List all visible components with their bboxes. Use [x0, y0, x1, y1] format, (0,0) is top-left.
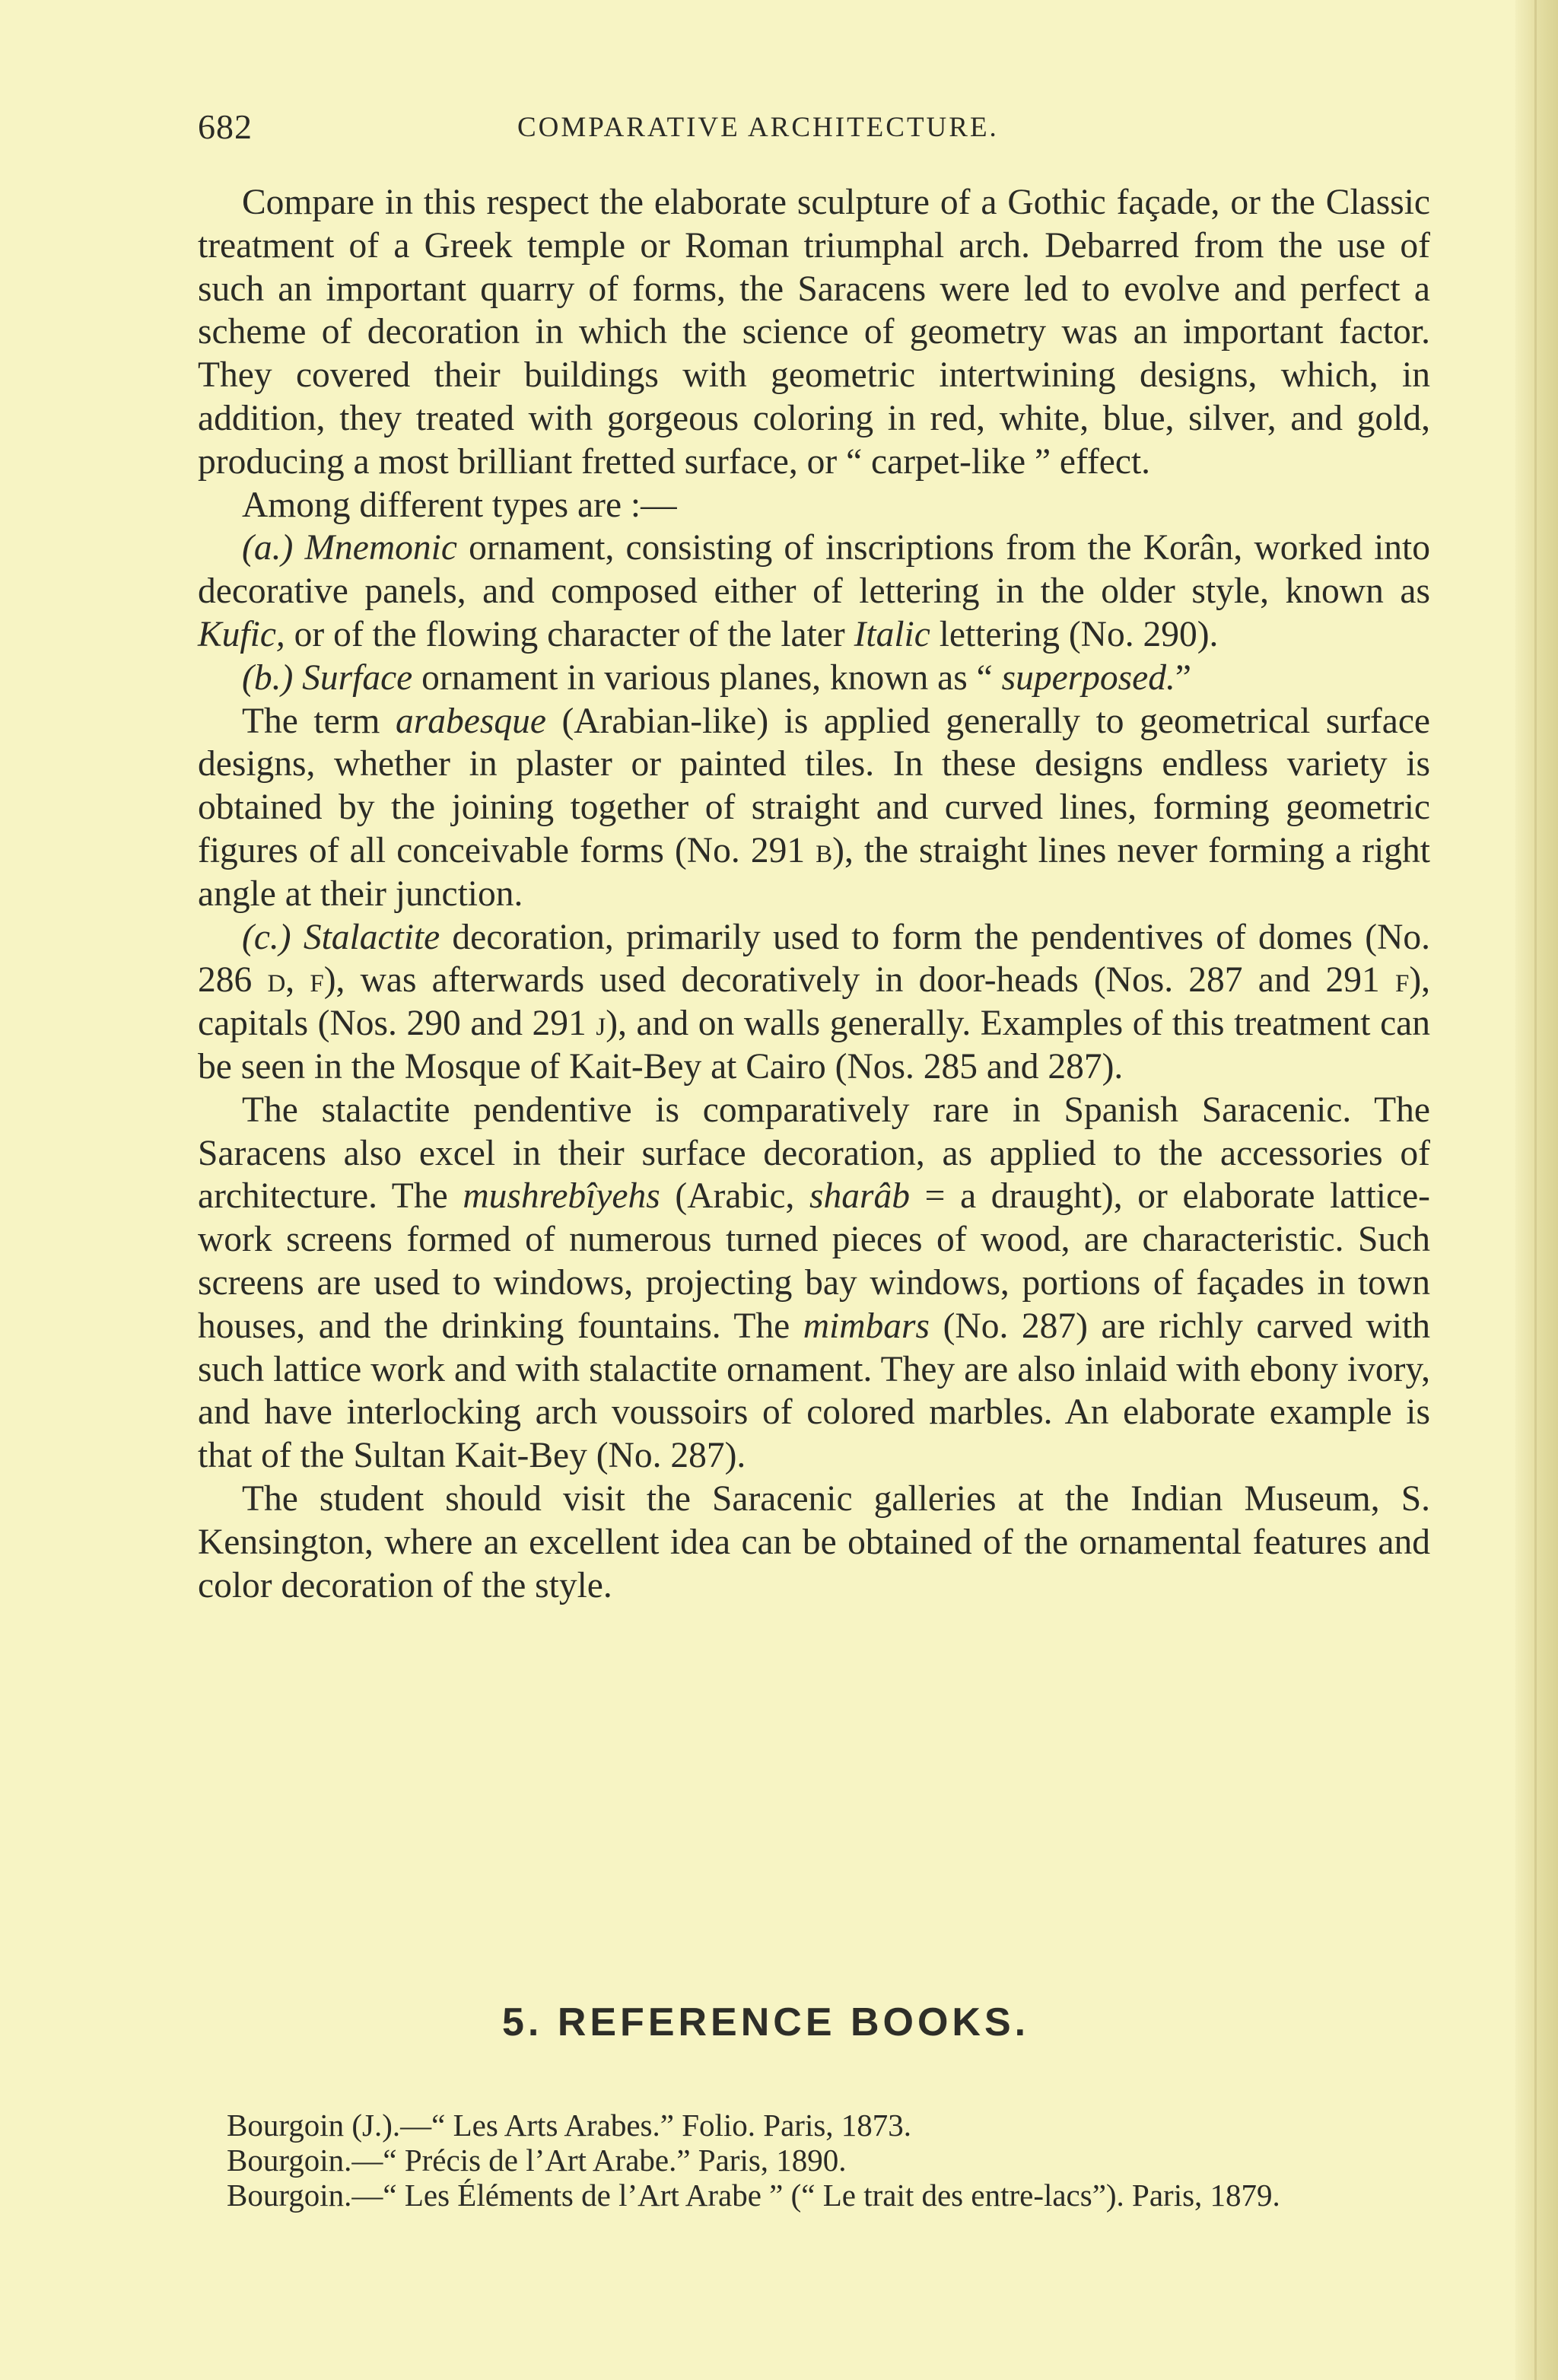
- arabesque-text-2: (Arabian-like) is applied generally to geometrical surface designs, whether in plaster or painted tiles. In these designs endless variety is obtained by the joining together of straight and curved lines, forming geometric figures of all conceivable forms (No. 291: [198, 701, 1430, 870]
- section-title-reference-books: 5. REFERENCE BOOKS.: [502, 2000, 1030, 2044]
- item-label-a: (a.): [242, 528, 294, 568]
- paragraph-mnemonic: [198, 527, 1430, 656]
- paragraph-arabesque: [198, 700, 1430, 916]
- term-italic: Italic: [854, 614, 930, 654]
- figure-ref-j: j: [596, 1004, 606, 1044]
- term-mimbars: mimbars: [803, 1306, 930, 1346]
- paragraph-surface: [198, 657, 1430, 700]
- reference-item: Bourgoin.—“ Précis de l’Art Arabe.” Paris, 1890.: [227, 2143, 847, 2178]
- running-head: COMPARATIVE ARCHITECTURE.: [517, 112, 999, 143]
- term-mnemonic: Mnemonic: [304, 528, 457, 568]
- figure-ref-b: b: [816, 830, 833, 870]
- term-mushrebiyehs: mushrebîyehs: [463, 1176, 660, 1217]
- paragraph-stalactite: [198, 916, 1430, 1089]
- arabesque-text-1: The term: [242, 701, 396, 741]
- term-arabesque: arabesque: [396, 701, 546, 741]
- item-label-c: (c.): [242, 917, 291, 957]
- paragraph-types-intro: Among different types are :—: [242, 485, 677, 525]
- mnemonic-text-1: ornament, consisting of inscriptions from the Korân, worked into decorative panels, and composed either of lettering in the older style, known as: [198, 528, 1430, 612]
- pendentive-text-4: (No. 287) are richly carved with such lattice work and with stalactite ornament. They are also inlaid with ebony ivory, and have interlocking arch voussoirs of colored marbles. An elaborate example is that of the Sultan Kait-Bey (No. 287).: [198, 1306, 1430, 1476]
- mnemonic-text-3: lettering (No. 290).: [930, 614, 1219, 654]
- surface-text-2: ”: [1175, 657, 1191, 698]
- figure-ref-f: f: [1394, 960, 1410, 1001]
- term-sharab: sharâb: [809, 1176, 910, 1217]
- page-number: 682: [198, 107, 253, 146]
- stalactite-text-2: ), was afterwards used decoratively in door-heads (Nos. 287 and 291: [323, 960, 1395, 1001]
- term-superposed: superposed.: [1001, 657, 1175, 698]
- pendentive-text-1: The stalactite pendentive is comparatively rare in Spanish Saracenic. The Saracens also excel in their surface decoration, as applied to the accessories of architecture. The: [198, 1090, 1430, 1217]
- arabesque-text-3: ), the straight lines never forming a right angle at their junction.: [198, 830, 1430, 914]
- stalactite-text-1: decoration, primarily used to form the pendentives of domes (No. 286: [198, 917, 1430, 1001]
- paragraph-compare: Compare in this respect the elaborate sculpture of a Gothic façade, or the Classic treatment of a Greek temple or Roman triumphal arch. Debarred from the use of such an important quarry of forms, the Saracens were led to evolve and perfect a scheme of decoration in which the science of geometry was an important factor. They covered their buildings with geometric intertwining designs, which, in addition, they treated with gorgeous coloring in red, white, blue, silver, and gold, producing a most brilliant fretted surface, or “ carpet-like ” effect.: [198, 183, 1430, 482]
- pendentive-text-3: = a draught), or elaborate lattice-work screens formed of numerous turned pieces of wood, are characteristic. Such screens are used to windows, projecting bay windows, portions of façades in town houses, and the drinking fountains. The: [198, 1176, 1430, 1346]
- page-header: [198, 107, 1430, 152]
- surface-text-1: ornament in various planes, known as “: [412, 657, 1002, 698]
- term-surface: Surface: [302, 657, 413, 698]
- reference-item: Bourgoin.—“ Les Éléments de l’Art Arabe ” (“ Le trait des entre-lacs”). Paris, 1879.: [227, 2178, 1280, 2213]
- stalactite-text-3: ), capitals (Nos. 290 and 291: [198, 960, 1431, 1044]
- body-text: [198, 181, 1430, 1607]
- reference-item: Bourgoin (J.).—“ Les Arts Arabes.” Folio. Paris, 1873.: [227, 2108, 912, 2143]
- term-stalactite: Stalactite: [303, 917, 440, 957]
- term-kufic: Kufic,: [198, 614, 285, 654]
- page-edge-line: [1534, 0, 1537, 2380]
- page-edge-shadow: [1515, 0, 1558, 2380]
- pendentive-text-2: (Arabic,: [660, 1176, 809, 1217]
- reference-list: [198, 2108, 1430, 2213]
- mnemonic-text-2: or of the flowing character of the later: [285, 614, 854, 654]
- item-label-b: (b.): [242, 657, 294, 698]
- figure-ref-d-f: d, f: [267, 960, 324, 1001]
- paragraph-student: The student should visit the Saracenic galleries at the Indian Museum, S. Kensington, where an excellent idea can be obtained of the ornamental features and color decoration of the style.: [198, 1478, 1430, 1605]
- paragraph-pendentive: [198, 1089, 1430, 1478]
- stalactite-text-4: ), and on walls generally. Examples of this treatment can be seen in the Mosque of Kait-Bey at Cairo (Nos. 285 and 287).: [198, 1004, 1430, 1087]
